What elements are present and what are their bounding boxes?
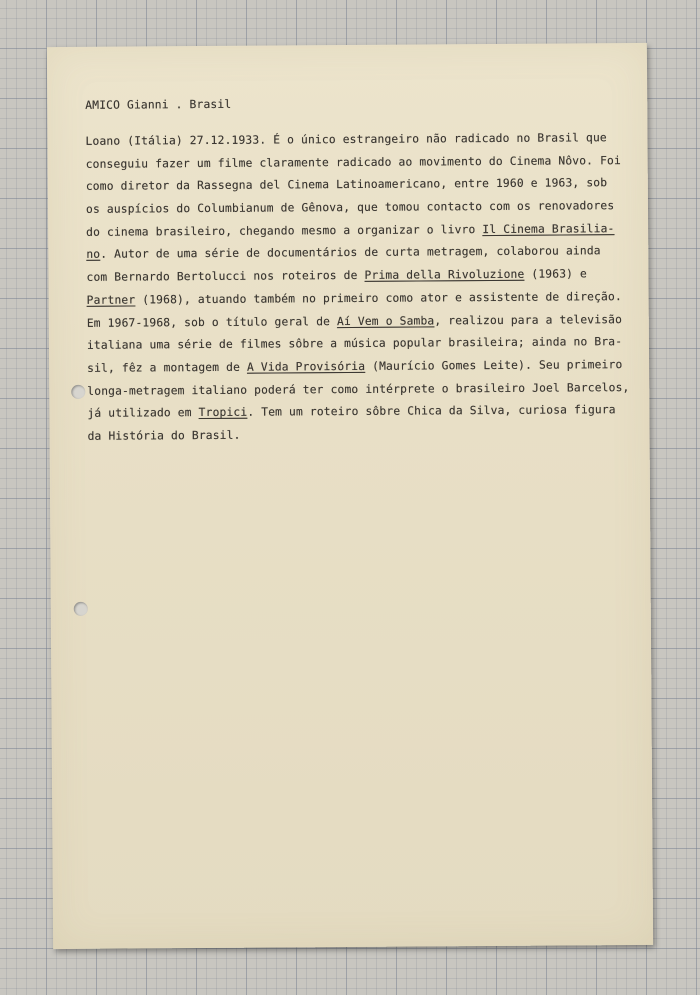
body-line	[88, 422, 630, 448]
body-text-segment: do cinema brasileiro, chegando mesmo a organizar o livro	[86, 222, 483, 239]
body-text-segment: como diretor da Rassegna del Cinema Latinoamericano, entre 1960 e 1963, sob	[85, 176, 608, 194]
body-text-segment: . Tem um roteiro sôbre Chica da Silva, curiosa figura	[247, 403, 616, 419]
body-text-segment: da História do Brasil.	[87, 428, 241, 443]
body-text-segment: , realizou para a televisão	[434, 312, 623, 327]
body-text-segment: sil, fêz a montagem de	[87, 360, 248, 375]
punch-hole	[71, 385, 85, 399]
body-text-segment: longa-metragem italiano poderá ter como intérprete o brasileiro Joel Barcelos,	[87, 380, 630, 398]
body-text-segment: (1968), atuando também no primeiro como ator e assistente de direção.	[135, 289, 622, 307]
underlined-title: no	[86, 248, 101, 262]
body-text-segment: os auspícios do Columbianum de Gênova, que tomou contacto com os renovadores	[85, 199, 615, 216]
body-text-segment: italiana uma série de filmes sôbre a música popular brasileira; ainda no Bra-	[86, 335, 623, 353]
underlined-title: Aí Vem o Samba	[336, 313, 435, 328]
body-line	[87, 286, 629, 312]
underlined-title: Il Cinema Brasilia-	[482, 221, 615, 236]
body-text-segment: (1963) e	[524, 267, 588, 281]
entry-body	[85, 127, 629, 448]
body-text-segment: com Bernardo Bertolucci nos roteiros de	[86, 269, 365, 284]
body-text-segment: Em 1967-1968, sob o título geral de	[86, 314, 338, 330]
body-line	[87, 399, 629, 425]
body-text-segment: (Maurício Gomes Leite). Seu primeiro	[365, 357, 623, 373]
body-text-segment: Loano (Itália) 27.12.1933. É o único estrangeiro não radicado no Brasil que	[85, 131, 607, 148]
body-line	[87, 354, 629, 380]
typewritten-page	[47, 43, 653, 949]
underlined-title: Prima della Rivoluzione	[364, 267, 525, 283]
body-text-segment: conseguiu fazer um filme claramente radicado ao movimento do Cinema Nôvo. Foi	[85, 153, 621, 171]
entry-heading: AMICO Gianni . Brasil	[85, 97, 232, 112]
body-text-segment: já utilizado em	[87, 406, 199, 421]
punch-hole	[74, 602, 88, 616]
underlined-title: A Vida Provisória	[246, 359, 366, 374]
body-line	[85, 127, 627, 153]
body-text-segment: . Autor de uma série de documentários de curta metragem, colaborou ainda	[100, 244, 601, 262]
underlined-title: Tropici	[198, 405, 248, 420]
underlined-title: Partner	[86, 293, 136, 307]
